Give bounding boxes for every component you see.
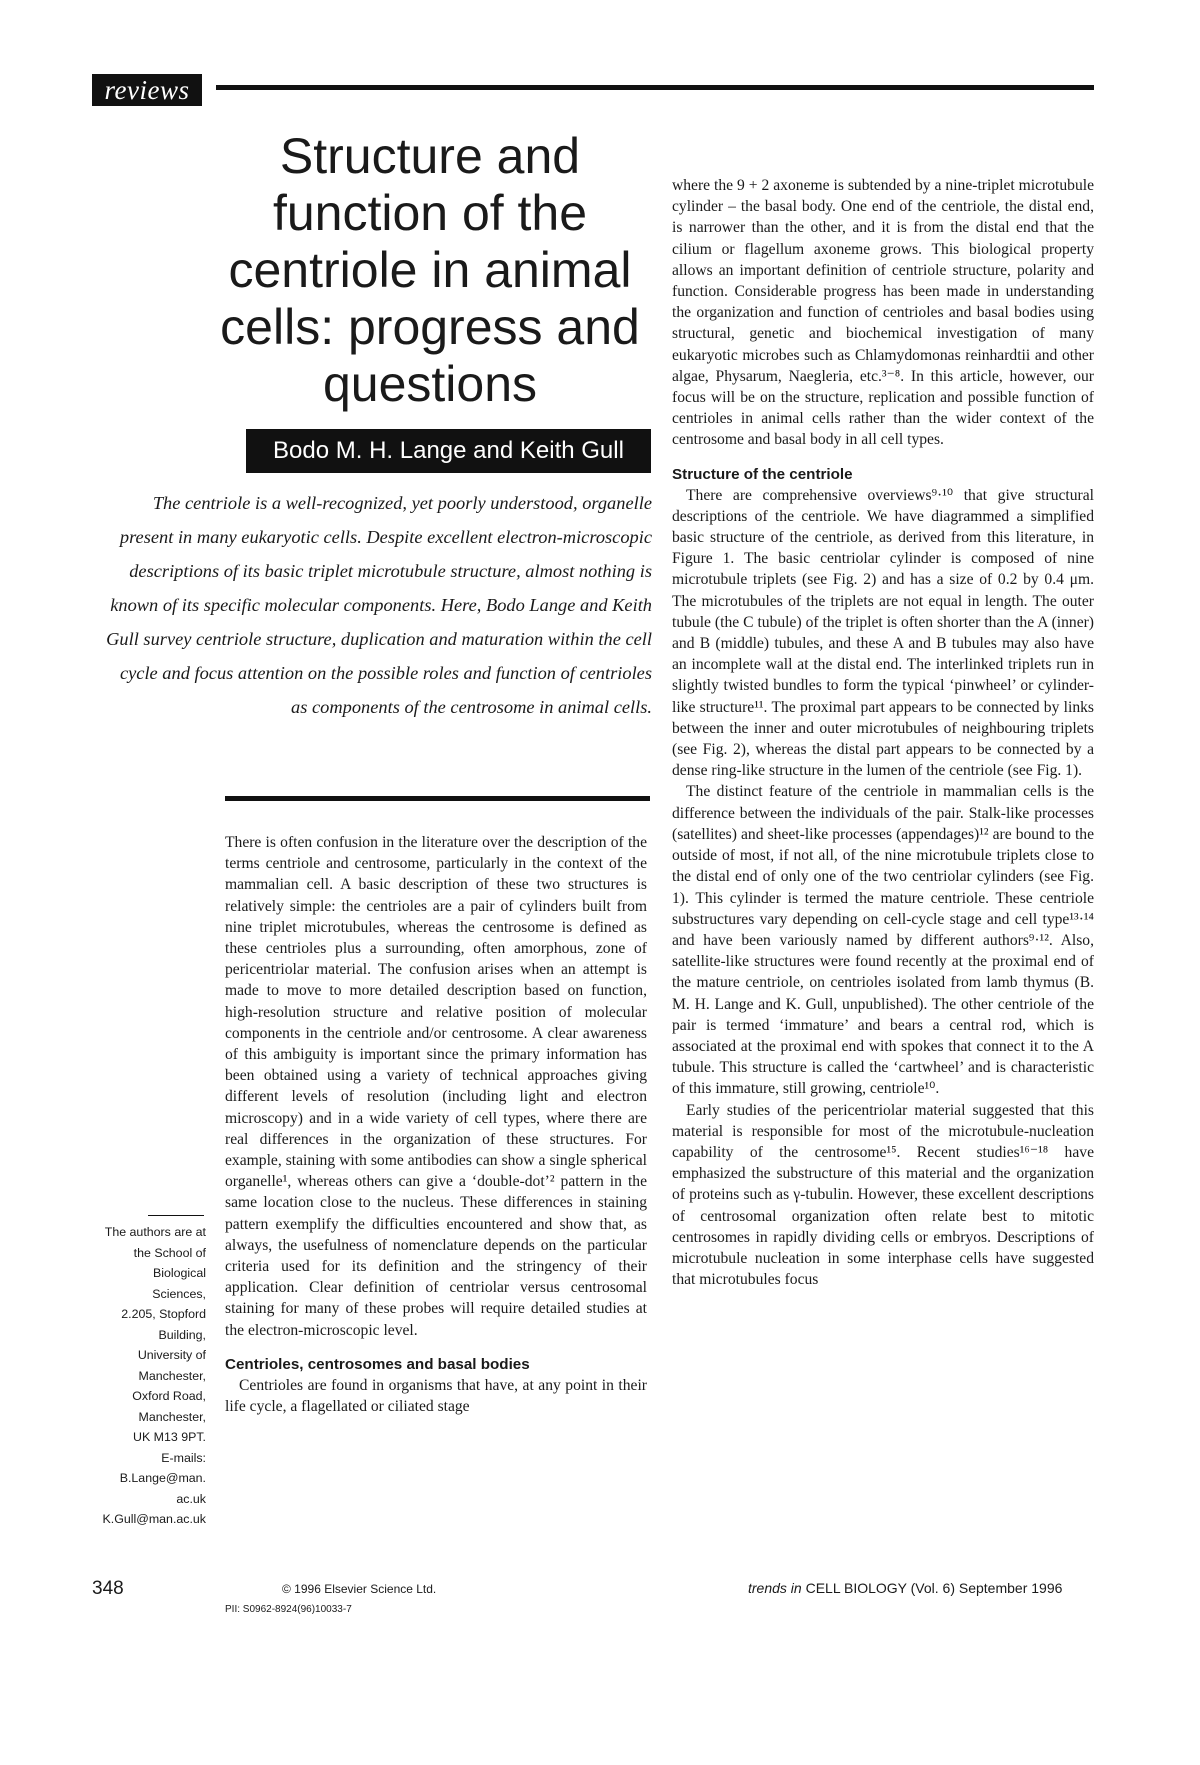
body-column-right (672, 175, 1094, 1290)
body-paragraph: There is often confusion in the literature over the description of the terms centriole and centrosome, particularly in the context of the mammalian cell. A basic description of these two structures is relatively simple: the centrioles are a pair of cylinders built from nine triplet microtubules, whereas the centrosome is defined as these centrioles plus a surrounding, often amorphous, zone of pericentriolar material. The confusion arises when an attempt is made to move to more detailed description based on function, high-resolution structure and relative position of molecular components in the centriole and/or centrosome. A clear awareness of this ambiguity is important since the primary information has been obtained using a variety of technical approaches giving different levels of resolution (including light and electron microscopy) and in a wide variety of cell types, where there are real differences in the organization of these structures. For example, staining with some antibodies can show a single spherical organelle¹, whereas others can give a ‘double-dot’² pattern in the same location close to the nucleus. These differences in staining pattern exemplify the difficulties encountered and show that, as always, the usefulness of nomenclature depends on the particular criteria used for its definition and the stringency of their application. Clear definition of centriolar versus centrosomal staining for many of these probes will require detailed studies at the electron-microscopic level. (225, 834, 647, 1339)
body-paragraph: There are comprehensive overviews⁹·¹⁰ that give structural descriptions of the centriole. We have diagrammed a simplified basic structure of the centriole, as derived from this literature, in Figure 1. The basic centriolar cylinder is composed of nine microtubule triplets (see Fig. 2) and has a size of 0.2 by 0.4 μm. The microtubules of the triplets are not equal in length. The outer tubule (the C tubule) of the triplet is often shorter than the A (inner) and B (middle) tubules, and these A and B tubules may also have an incomplete wall at the distal end. The interlinked triplets run in slightly twisted bundles to form the typical ‘pinwheel’ or cylinder-like structure¹¹. The proximal part appears to be connected by links between the inner and outer microtubules of neighbouring triplets (see Fig. 2), whereas the distal part appears to be connected by a dense ring-like structure in the lumen of the centriole (see Fig. 1). (672, 486, 1094, 780)
body-paragraph: Early studies of the pericentriolar material suggested that this material is responsible for most of the microtubule-nucleation capability of the centrosome¹⁵. Recent studies¹⁶⁻¹⁸ have emphasized the substructure of this material and the organization of proteins such as γ-tubulin. However, these excellent descriptions of centrosomal organization often relate best to mitotic centrosomes in rapidly dividing cells or embryos. Descriptions of microtubule nucleation in some interphase cells have suggested that microtubules focus (672, 1101, 1094, 1289)
abstract: The centriole is a well-recognized, yet poorly understood, organelle present in many eukaryotic cells. Despite excellent electron-microscopic descriptions of its basic triplet microtubule structure, almost nothing is known of its specific molecular components. Here, Bodo Lange and Keith Gull survey centriole structure, duplication and maturation within the cell cycle and focus attention on the possible roles and function of centrioles as components of the centrosome in animal cells. (106, 493, 652, 717)
body-paragraph: Centrioles are found in organisms that have, at any point in their life cycle, a flagellated or ciliated stage (225, 1376, 647, 1416)
section-tag: reviews (92, 74, 202, 106)
pii-line: PII: S0962-8924(96)10033-7 (225, 1604, 352, 1615)
section-heading: Centrioles, centrosomes and basal bodies (225, 1355, 530, 1373)
body-column-left (225, 832, 647, 1417)
journal-trends-label: trends in (748, 1580, 802, 1596)
article-title: Structure and function of the centriole in animal cells: progress and questions (220, 128, 640, 412)
copyright-line: © 1996 Elsevier Science Ltd. (282, 1582, 437, 1596)
authors-banner: Bodo M. H. Lange and Keith Gull (246, 429, 651, 473)
body-paragraph: where the 9 + 2 axoneme is subtended by a nine-triplet microtubule cylinder – the basal body. One end of the centriole, the distal end, is narrower than the other, and it is from the distal end that the cilium or flagellum axoneme grows. This biological property allows an important definition of centriole structure, polarity and function. Considerable progress has been made in understanding the organization and function of centrioles and basal bodies using structural, genetic and biochemical investigation of many eukaryotic microbes such as Chlamydomonas reinhardtii and other algae, Physarum, Naegleria, etc.³⁻⁸. In this article, however, our focus will be on the structure, replication and possible function of centrioles in animal cells rather than the wider context of the centrosome and basal body in all cell types. (672, 177, 1094, 449)
page-number: 348 (92, 1578, 124, 1599)
journal-issue-label: CELL BIOLOGY (Vol. 6) September 1996 (801, 1580, 1063, 1596)
affiliation-rule (148, 1215, 204, 1216)
body-paragraph: The distinct feature of the centriole in mammalian cells is the difference between the individuals of the pair. Stalk-like processes (satellites) and sheet-like processes (appendages)¹² are bound to the outside of most, if not all, of the nine microtubule triplets close to the distal end of only one of the two centriolar cylinders (see Fig. 1). This cylinder is termed the mature centriole. These centriole substructures vary depending on cell-cycle stage and cell type¹³·¹⁴ and have been variously named by different authors⁹·¹². Also, satellite-like structures were found recently at the proximal end of the mature centriole, on centrioles isolated from lamb thymus (B. M. H. Lange and K. Gull, unpublished). The other centriole of the pair is termed ‘immature’ and bears a central rod, which is associated at the proximal end with spokes that connect it to the A tubule. This structure is called the ‘cartwheel’ and is characteristic of this immature, still growing, centriole¹⁰. (672, 783, 1094, 1098)
header-rule (216, 85, 1094, 90)
journal-citation (748, 1580, 1062, 1596)
section-heading: Structure of the centriole (672, 465, 853, 483)
abstract-rule (225, 796, 650, 801)
author-affiliation: The authors are at the School of Biological Sciences, 2.205, Stopford Building, University of Manchester, Oxford Road, Manchester, UK M13 9PT. E-mails: B.Lange@man. ac.uk K.Gull@man.ac.uk (102, 1225, 206, 1526)
